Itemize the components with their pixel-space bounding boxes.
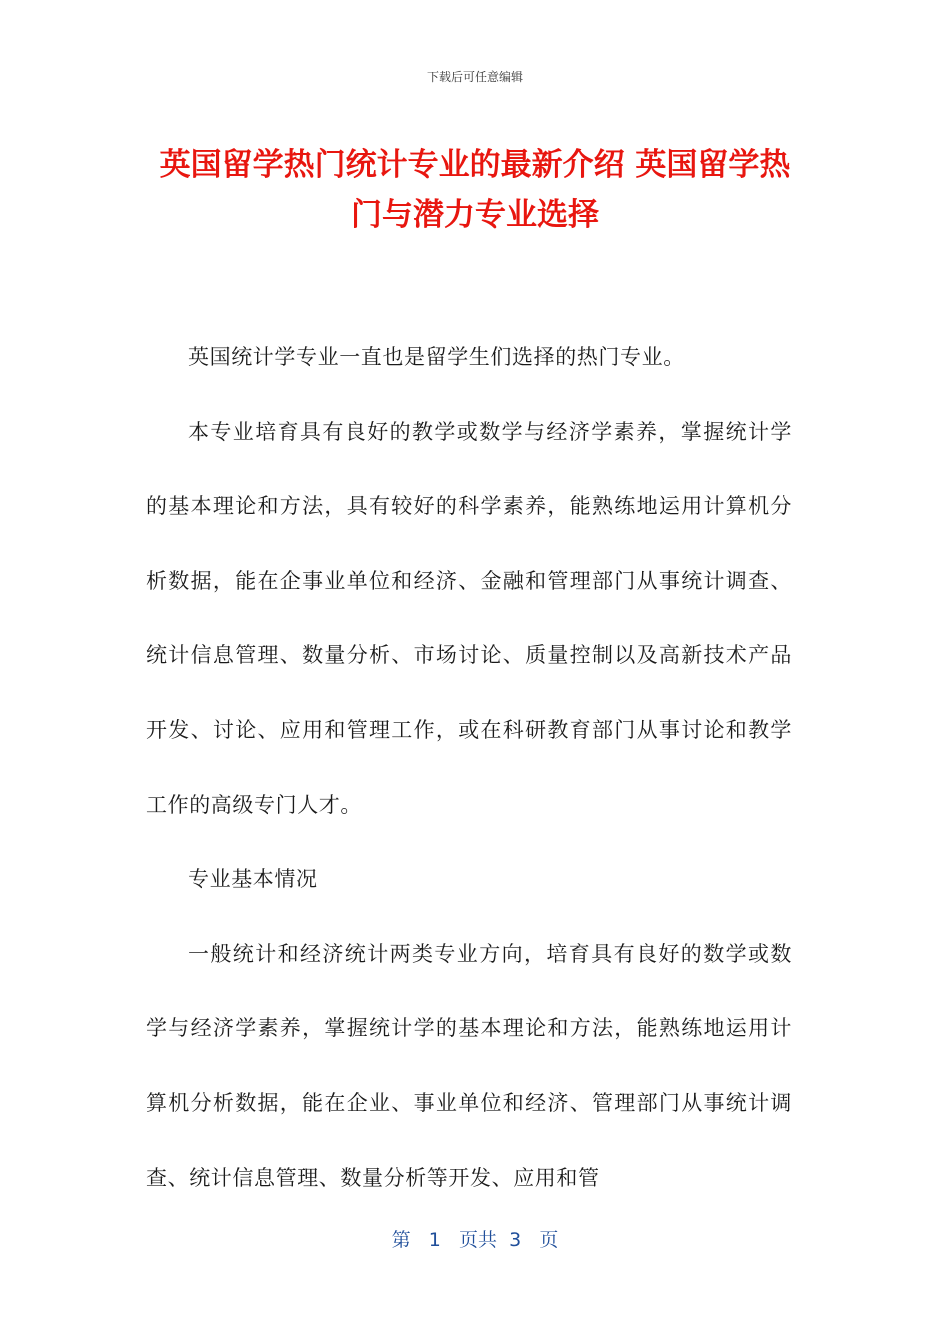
- page-label-suffix: 页: [539, 1229, 559, 1251]
- document-body: [146, 320, 792, 1215]
- page-label-prefix: 第: [391, 1229, 411, 1251]
- paragraph: 本专业培育具有良好的教学或数学与经济学素养，掌握统计学的基本理论和方法，具有较好的科学素养，能熟练地运用计算机分析数据，能在企事业单位和经济、金融和管理部门从事统计调查、统计信息管理、数量分析、市场讨论、质量控制以及高新技术产品开发、讨论、应用和管理工作，或在科研教育部门从事讨论和教学工作的高级专门人才。: [146, 419, 792, 817]
- total-pages-number: 3: [509, 1229, 522, 1251]
- header-note: 下载后可任意编辑: [426, 70, 523, 84]
- current-page-number: 1: [428, 1229, 441, 1251]
- document-title: 英国留学热门统计专业的最新介绍 英国留学热门与潜力专业选择: [159, 147, 791, 233]
- paragraph: 英国统计学专业一直也是留学生们选择的热门专业。: [188, 345, 685, 369]
- section-heading: 专业基本情况: [188, 867, 318, 892]
- page-label-middle: 页共: [459, 1229, 498, 1251]
- paragraph: 一般统计和经济统计两类专业方向，培育具有良好的数学或数学与经济学素养，掌握统计学的基本理论和方法，能熟练地运用计算机分析数据，能在企业、事业单位和经济、管理部门从事统计调查、统计信息管理、数量分析等开发、应用和管: [146, 941, 792, 1190]
- page-footer: [0, 1225, 950, 1252]
